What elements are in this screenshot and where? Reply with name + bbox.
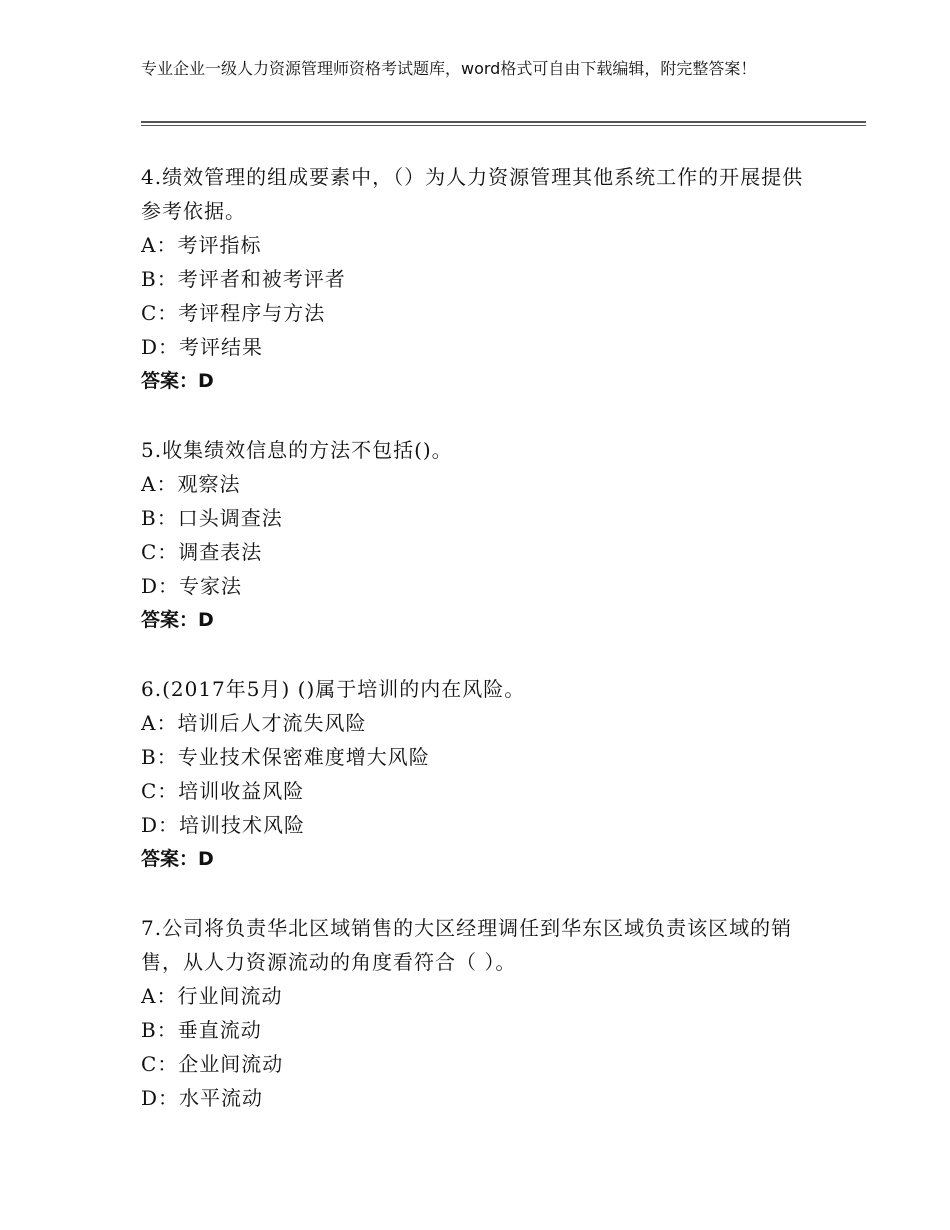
answer-line: 答案：D xyxy=(141,370,214,392)
question-block xyxy=(141,672,811,876)
answer-line: 答案：D xyxy=(141,609,214,631)
option-a: A：考评指标 xyxy=(141,233,262,257)
question-block xyxy=(141,911,811,1115)
option-d: D：专家法 xyxy=(141,574,243,598)
option-b: B：考评者和被考评者 xyxy=(141,267,346,291)
option-b: B：垂直流动 xyxy=(141,1018,262,1042)
option-a: A：观察法 xyxy=(141,472,241,496)
question-stem: 5.收集绩效信息的方法不包括()。 xyxy=(141,438,453,462)
option-b: B：专业技术保密难度增大风险 xyxy=(141,745,430,769)
question-stem: 6.(2017年5月) ()属于培训的内在风险。 xyxy=(141,677,526,701)
option-c: C：考评程序与方法 xyxy=(141,301,326,325)
question-block xyxy=(141,160,811,398)
option-d: D：水平流动 xyxy=(141,1086,264,1110)
option-a: A：行业间流动 xyxy=(141,984,283,1008)
option-d: D：考评结果 xyxy=(141,335,264,359)
option-c: C：培训收益风险 xyxy=(141,779,305,803)
answer-line: 答案：D xyxy=(141,848,214,870)
question-stem: 7.公司将负责华北区域销售的大区经理调任到华东区域负责该区域的销售，从人力资源流动的角度看符合（ ）。 xyxy=(141,916,793,974)
option-a: A：培训后人才流失风险 xyxy=(141,711,367,735)
header-divider xyxy=(141,121,866,126)
option-b: B：口头调查法 xyxy=(141,506,283,530)
question-block xyxy=(141,433,811,637)
option-c: C：企业间流动 xyxy=(141,1052,284,1076)
option-d: D：培训技术风险 xyxy=(141,813,306,837)
option-c: C：调查表法 xyxy=(141,540,263,564)
question-stem: 4.绩效管理的组成要素中，（）为人力资源管理其他系统工作的开展提供参考依据。 xyxy=(141,165,804,223)
page-header: 专业企业一级人力资源管理师资格考试题库，word格式可自由下载编辑，附完整答案！ xyxy=(141,59,757,78)
